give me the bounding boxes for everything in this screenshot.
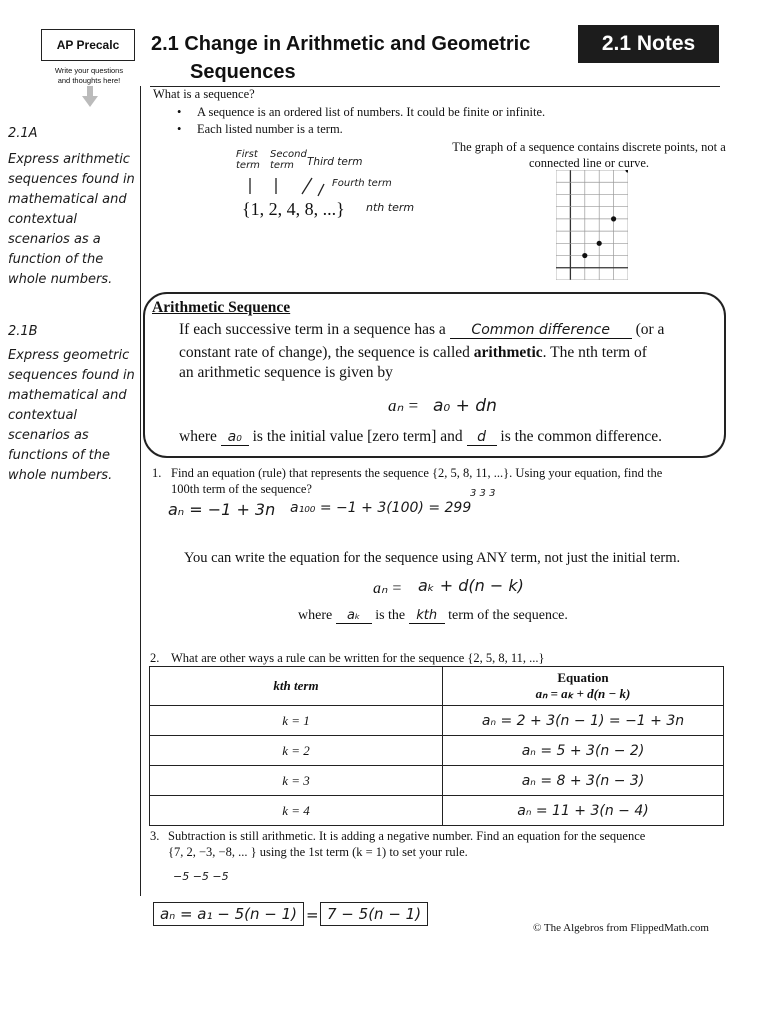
- arithmetic-where-line: [179, 428, 662, 446]
- intro-question: What is a sequence?: [153, 87, 255, 101]
- arithmetic-line3: an arithmetic sequence is given by: [179, 364, 393, 381]
- equation-cell: aₙ = 11 + 3(n − 4): [443, 796, 724, 826]
- problem-number: 3.: [150, 829, 160, 843]
- equation-cell: aₙ = 2 + 3(n − 1) = −1 + 3n: [443, 706, 724, 736]
- problem-number: 1.: [152, 466, 162, 480]
- text: constant rate of change), the sequence is called: [179, 344, 470, 361]
- term-label-fourth: Fourth term: [332, 178, 392, 189]
- point-slope-lhs: aₙ =: [373, 580, 403, 597]
- problem3-text: Subtraction is still arithmetic. It is adding a negative number. Find an equation for the sequence: [168, 829, 646, 843]
- term-label-first: First term: [236, 149, 260, 171]
- copyright-footer: © The Algebros from FlippedMath.com: [533, 922, 709, 934]
- intro-bullet: • A sequence is an ordered list of numbers. It could be finite or infinite.: [197, 105, 545, 120]
- point-slope-rhs-handwritten: aₖ + d(n − k): [418, 576, 524, 595]
- table-row: [150, 766, 724, 796]
- page-title: 2.1 Change in Arithmetic and Geometric: [151, 33, 531, 55]
- text: is the common difference.: [500, 428, 662, 445]
- equals-sign: =: [306, 906, 319, 924]
- term-pointer-lines: [240, 176, 330, 198]
- formula-rhs-handwritten: a₀ + dn: [433, 396, 497, 416]
- problem-number: 2.: [150, 651, 160, 665]
- k-cell: k = 4: [150, 796, 443, 826]
- sidebar-note-code: 2.1A: [8, 126, 38, 141]
- blank-initial-value: a₀: [221, 429, 249, 446]
- term-label-nth: nth term: [366, 201, 415, 214]
- formula-lhs: aₙ =: [388, 396, 419, 415]
- notes-badge: 2.1 Notes: [578, 25, 719, 63]
- sequence-point: [597, 241, 602, 246]
- column-header: [443, 667, 724, 706]
- sidebar-note-code: 2.1B: [8, 324, 38, 339]
- course-label: AP Precalc: [41, 29, 135, 61]
- anyterm-where-line: [298, 608, 568, 624]
- arithmetic-line2: [179, 344, 647, 362]
- table-row: [150, 736, 724, 766]
- problem1-text-line2: 100th term of the sequence?: [171, 482, 312, 496]
- text: . The nth term of: [542, 344, 647, 361]
- graph-caption: The graph of a sequence contains discrete points, not a connected line or curve.: [452, 140, 726, 170]
- keyword-arithmetic: arithmetic: [473, 344, 543, 361]
- problem3-answer-simplified: 7 − 5(n − 1): [320, 902, 428, 926]
- sidebar-note: Express geometric sequences found in mathematical and contextual scenarios as functions of the whole numbers.: [8, 348, 135, 483]
- table-row: [150, 796, 724, 826]
- blank-common-difference: Common difference: [450, 322, 632, 339]
- page-title-line2: Sequences: [190, 61, 296, 83]
- table-header-row: [150, 667, 724, 706]
- text: where: [179, 428, 217, 445]
- blank-ak: aₖ: [336, 608, 372, 624]
- sidebar-note: Express arithmetic sequences found in mathematical and contextual scenarios as a function of the whole numbers.: [8, 152, 135, 287]
- sequence-point: [625, 170, 628, 173]
- blank-kth: kth: [409, 608, 445, 624]
- sequence-graph: [556, 170, 628, 280]
- sequence-point: [611, 216, 616, 221]
- difference-marks: −5 −5 −5: [173, 870, 229, 883]
- sidebar-prompt: Write your questions and thoughts here!: [54, 66, 124, 85]
- sequence-point: [582, 253, 587, 258]
- term-label-second: Second term: [270, 149, 307, 171]
- problem3-answer-boxed: aₙ = a₁ − 5(n − 1): [153, 902, 304, 926]
- text: where: [298, 608, 333, 623]
- text: (or a: [635, 321, 665, 338]
- intro-bullet: • Each listed number is a term.: [197, 122, 343, 137]
- text: is the: [375, 608, 406, 623]
- kth-term-table: [149, 666, 724, 826]
- text: term of the sequence.: [448, 608, 568, 623]
- problem3-text-line2: {7, 2, −3, −8, ... } using the 1st term (k = 1) to set your rule.: [168, 845, 468, 859]
- problem2-text: What are other ways a rule can be written for the sequence {2, 5, 8, 11, ...}: [171, 651, 545, 665]
- text: is the initial value [zero term] and: [252, 428, 463, 445]
- column-header: kth term: [150, 667, 443, 706]
- equation-cell: aₙ = 8 + 3(n − 3): [443, 766, 724, 796]
- arithmetic-line1: [179, 321, 664, 339]
- arrow-down-icon: [82, 86, 98, 108]
- equation-cell: aₙ = 5 + 3(n − 2): [443, 736, 724, 766]
- column-header-line: Equation: [557, 670, 609, 685]
- k-cell: k = 2: [150, 736, 443, 766]
- blank-common-diff: d: [467, 429, 497, 446]
- section-heading: Arithmetic Sequence: [152, 299, 291, 316]
- anyterm-text: You can write the equation for the sequence using ANY term, not just the initial term.: [184, 550, 681, 566]
- problem1-text: Find an equation (rule) that represents the sequence {2, 5, 8, 11, ...}. Using your equation, find the: [171, 466, 663, 480]
- k-cell: k = 1: [150, 706, 443, 736]
- k-cell: k = 3: [150, 766, 443, 796]
- column-header-formula: aₙ = aₖ + d(n − k): [535, 686, 631, 701]
- table-row: [150, 706, 724, 736]
- text: If each successive term in a sequence has a: [179, 321, 446, 338]
- problem1-answer-rule: aₙ = −1 + 3n: [168, 500, 276, 519]
- sequence-example: {1, 2, 4, 8, ...}: [242, 199, 345, 219]
- difference-marks: 3 3 3: [470, 488, 496, 499]
- term-label-third: Third term: [307, 156, 363, 168]
- problem1-answer-100th: a₁₀₀ = −1 + 3(100) = 299: [290, 500, 472, 516]
